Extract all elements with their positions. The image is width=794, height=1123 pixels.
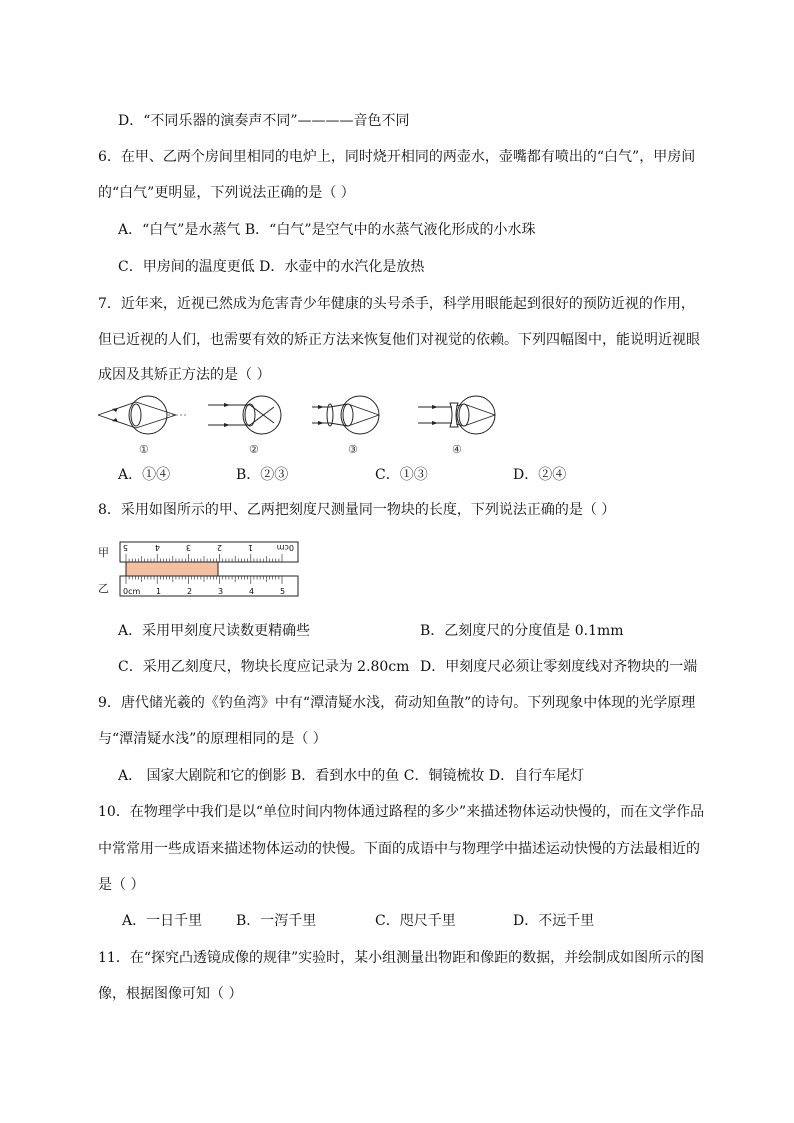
eye-diagram-4 <box>418 396 495 456</box>
eye-diagram-1 <box>98 396 188 456</box>
q8-option-a: A．采用甲刻度尺读数更精确些 <box>118 623 311 639</box>
q7-option-d: D．②④ <box>513 467 567 483</box>
q6-options-ab: A．“白气”是水蒸气 B．“白气”是空气中的水蒸气液化形成的小水珠 <box>118 222 536 238</box>
q7-option-b: B．②③ <box>236 467 289 483</box>
q7-stem-line1: 7．近年来，近视已然成为危害青少年健康的头号杀手，科学用眼能起到很好的预防近视的作用， <box>98 296 695 312</box>
q6-options-cd: C．甲房间的温度更低 D．水壶中的水汽化是放热 <box>118 259 425 275</box>
q10-option-a: A．一日千里 <box>122 913 203 929</box>
ruler-yi-label: 乙 <box>98 582 109 595</box>
ruler-yi-num-1: 1 <box>156 587 162 596</box>
eye-diagram-2 <box>208 396 281 456</box>
q9-stem-line1: 9．唐代储光羲的《钓鱼湾》中有“潭清疑水浅，荷动知鱼散”的诗句。下列现象中体现的光学原理 <box>98 695 696 711</box>
q10-option-b: B．一泻千里 <box>236 913 317 929</box>
eye-diagram-4-label: ④ <box>452 443 462 456</box>
ruler-jia <box>120 542 298 562</box>
q8-option-d: D．甲刻度尺必须让零刻度线对齐物块的一端 <box>420 659 698 675</box>
ruler-yi-num-0: 0cm <box>123 587 141 596</box>
q10-option-d: D．不远千里 <box>513 913 595 929</box>
q11-stem-line2: 像，根据图像可知（ ） <box>98 986 243 1002</box>
ruler-yi-num-5: 5 <box>280 587 286 596</box>
ruler-yi-num-4: 4 <box>249 587 255 596</box>
ruler-jia-label: 甲 <box>98 546 109 559</box>
q7-option-a: A．①④ <box>118 467 171 483</box>
q8-option-c: C．采用乙刻度尺，物块长度应记录为 2.80cm <box>118 659 410 675</box>
q10-stem-line1: 10．在物理学中我们是以“单位时间内物体通过路程的多少”来描述物体运动快慢的，而在文学作品 <box>98 804 705 820</box>
ruler-jia-num-5: 5 <box>122 543 128 552</box>
q5-option-d: D．“不同乐器的演奏声不同”————音色不同 <box>118 113 410 129</box>
eye-diagram-3 <box>312 396 379 456</box>
measured-block <box>126 562 218 576</box>
ruler-jia-num-1: 1 <box>247 543 253 552</box>
q10-stem-line2: 中常常用一些成语来描述物体运动的快慢。下面的成语中与物理学中描述运动快慢的方法最相近的 <box>98 841 700 857</box>
q7-stem-line3: 成因及其矫正方法的是（ ） <box>98 367 271 383</box>
ruler-jia-num-3: 3 <box>185 543 191 552</box>
q7-option-c: C．①③ <box>375 467 428 483</box>
q9-options: A． 国家大剧院和它的倒影 B．看到水中的鱼 C．铜镜梳妆 D．自行车尾灯 <box>118 768 585 784</box>
eye-diagram-3-label: ③ <box>348 443 358 456</box>
ruler-jia-num-0: 0cm <box>276 543 294 552</box>
q10-stem-line3: 是（ ） <box>98 877 145 893</box>
ruler-yi-num-3: 3 <box>218 587 224 596</box>
ruler-diagram <box>96 537 306 599</box>
ruler-yi <box>120 576 298 596</box>
q10-option-c: C．咫尺千里 <box>375 913 456 929</box>
q8-option-b: B．乙刻度尺的分度值是 0.1mm <box>420 623 624 639</box>
ruler-jia-num-2: 2 <box>216 543 222 552</box>
q11-stem-line1: 11．在“探究凸透镜成像的规律”实验时，某小组测量出物距和像距的数据，并绘制成如图所示的图 <box>98 950 705 966</box>
ruler-jia-num-4: 4 <box>154 543 160 552</box>
q9-stem-line2: 与“潭清疑水浅”的原理相同的是（ ） <box>98 731 327 747</box>
q6-stem-line2: 的“白气”更明显，下列说法正确的是（ ） <box>98 185 355 201</box>
q8-stem: 8．采用如图所示的甲、乙两把刻度尺测量同一物块的长度，下列说法正确的是（ ） <box>98 502 616 518</box>
q7-stem-line2: 但已近视的人们，也需要有效的矫正方法来恢复他们对视觉的依赖。下列四幅图中，能说明近视眼 <box>98 332 700 348</box>
eye-diagram-1-label: ① <box>139 443 149 456</box>
ruler-yi-num-2: 2 <box>187 587 193 596</box>
q6-stem-line1: 6．在甲、乙两个房间里相同的电炉上，同时烧开相同的两壶水，壶嘴都有喷出的“白气”，甲房间 <box>98 149 696 165</box>
eye-diagrams <box>96 393 516 459</box>
eye-diagram-2-label: ② <box>249 443 259 456</box>
